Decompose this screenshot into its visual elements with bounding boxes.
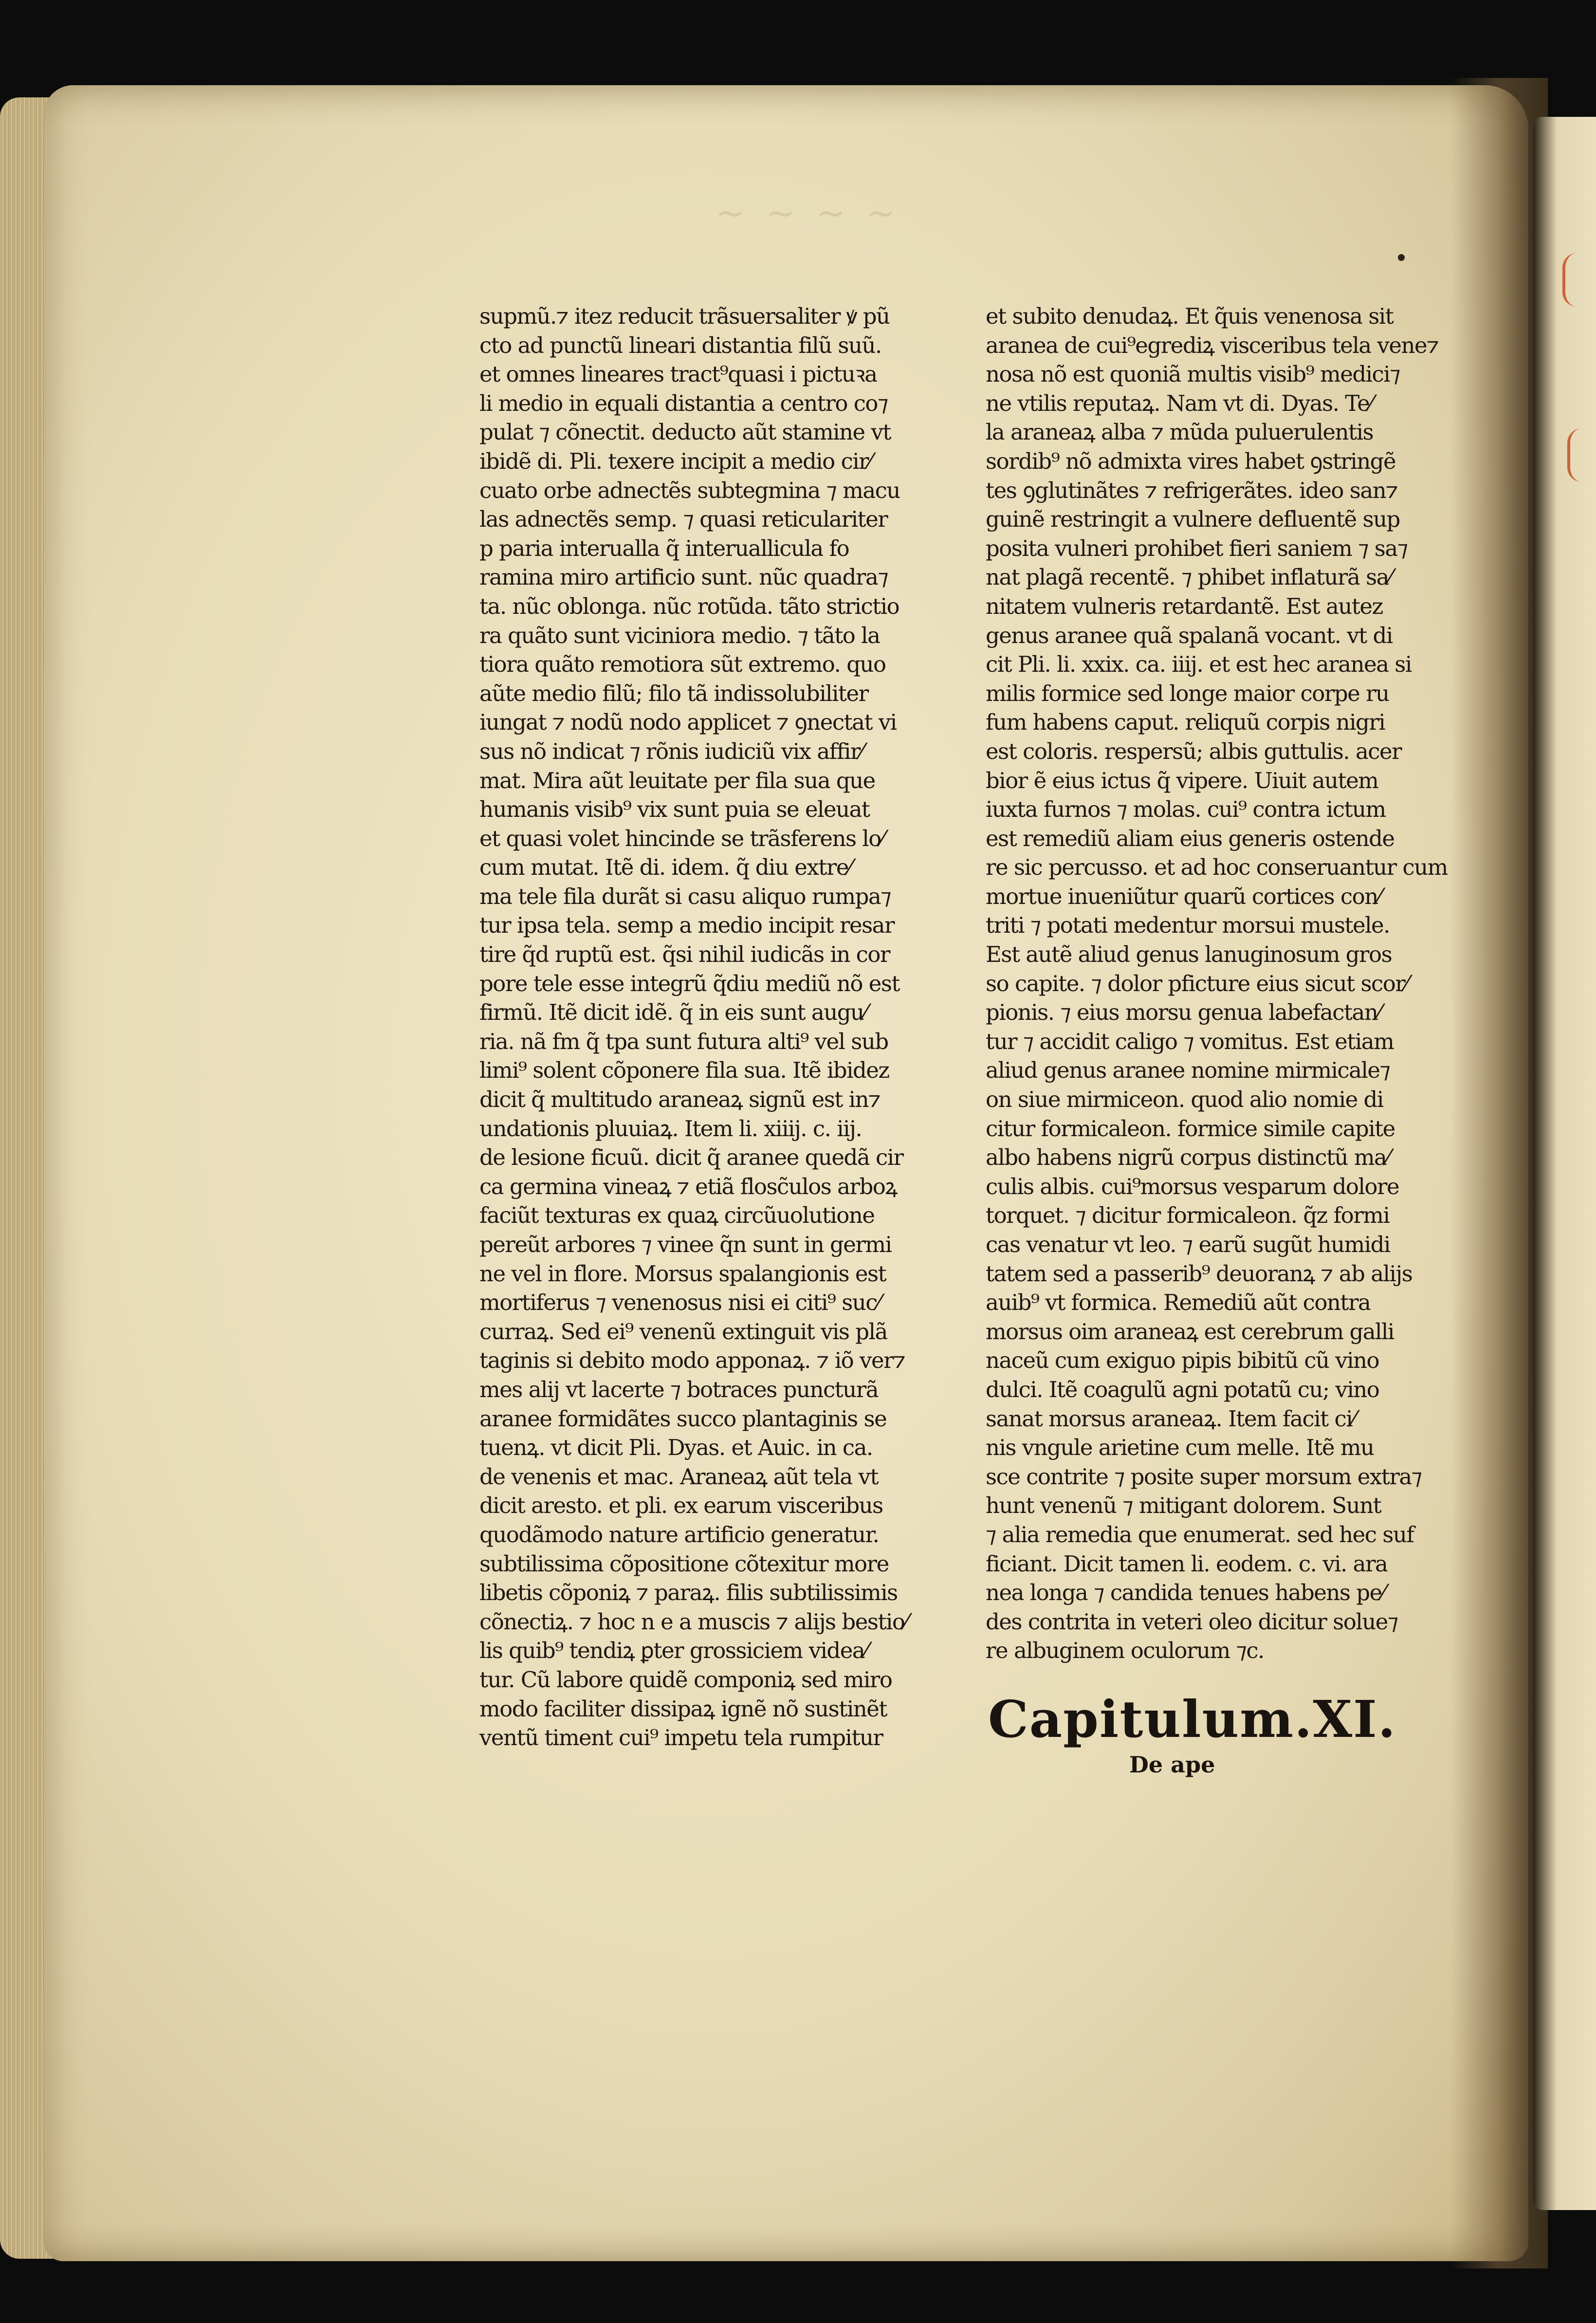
- text-line: morsus oim araneaꝝ est cerebrum galli: [986, 1318, 1394, 1345]
- text-line: des contrita in veteri oleo dicitur solue⁊: [986, 1608, 1398, 1635]
- text-line: ca germina vineaꝝ ⁊ etiã flosc̃ulos arboꝝ: [479, 1173, 897, 1199]
- text-line: cit Pli. li. xxix. ca. iiij. et est hec aranea si: [986, 651, 1412, 678]
- text-line: ibidẽ di. Pli. texere incipit a medio cir⁄: [479, 448, 872, 474]
- text-line: tiora quãto remotiora sũt extremo. quo: [479, 651, 886, 678]
- text-line: mortiferus ⁊ venenosus nisi ei citi⁹ suc⁄: [479, 1290, 881, 1316]
- text-column-right: [986, 302, 1448, 1665]
- red-initial-fragment: [1567, 428, 1590, 482]
- text-line: ta. nũc oblonga. nũc rotũda. tãto strictio: [479, 593, 899, 619]
- text-line: aranee formidãtes succo plantaginis se: [479, 1405, 887, 1432]
- text-line: cuato orbe adnectẽs subtegmina ⁊ macu: [479, 477, 900, 503]
- text-line: nat plagã recentẽ. ⁊ phibet inflaturã sa⁄: [986, 564, 1392, 590]
- text-line: re sic percusso. et ad hoc conseruantur cum: [986, 854, 1448, 881]
- adjacent-page-edge: [1533, 117, 1596, 2210]
- text-column-left: [479, 302, 908, 1752]
- text-line: ria. nã fm q̃ tpa sunt futura alti⁹ vel sub: [479, 1028, 888, 1054]
- text-line: nea longa ⁊ candida tenues habens pe⁄: [986, 1580, 1385, 1606]
- text-line: ventũ timent cui⁹ impetu tela rumpitur: [479, 1725, 883, 1751]
- text-line: undationis pluuiaꝝ. Item li. xiiij. c. iij.: [479, 1115, 862, 1142]
- text-line: est remediũ aliam eius generis ostende: [986, 825, 1394, 851]
- text-line: tuenꝝ. vt dicit Pli. Dyas. et Auic. in ca.: [479, 1435, 873, 1461]
- text-line: nosa nõ est quoniã multis visib⁹ medici⁊: [986, 361, 1400, 387]
- text-line: et omnes lineares tract⁹quasi i pictuꝛa: [479, 361, 877, 387]
- red-initial-fragment: [1562, 253, 1585, 307]
- text-line: dulci. Itẽ coagulũ agni potatũ cu; vino: [986, 1376, 1379, 1402]
- text-line: tatem sed a passerib⁹ deuoranꝝ ⁊ ab alijs: [986, 1260, 1413, 1287]
- text-line: las adnectẽs semp. ⁊ quasi reticulariter: [479, 506, 888, 533]
- text-line: guinẽ restringit a vulnere defluentẽ sup: [986, 506, 1400, 533]
- text-line: bior ẽ eius ictus q̃ vipere. Uiuit autem: [986, 767, 1378, 793]
- text-line: et quasi volet hincinde se trãsferens lo⁄: [479, 825, 884, 851]
- text-line: fum habens caput. reliquũ corpis nigri: [986, 709, 1385, 736]
- text-line: la araneaꝝ alba ⁊ mũda puluerulentis: [986, 419, 1374, 445]
- catchword: De ape: [1129, 1751, 1215, 1778]
- text-line: ⁊ alia remedia que enumerat. sed hec suf: [986, 1521, 1414, 1548]
- text-line: pore tele esse integrũ q̃diu mediũ nõ est: [479, 970, 900, 996]
- text-line: culis albis. cui⁹morsus vesparum dolore: [986, 1173, 1399, 1199]
- text-line: so capite. ⁊ dolor pficture eius sicut scor⁄: [986, 970, 1408, 996]
- text-line: nis vngule arietine cum melle. Itẽ mu: [986, 1435, 1374, 1461]
- text-line: ne vtilis reputaꝝ. Nam vt di. Dyas. Te⁄: [986, 390, 1373, 416]
- text-line: Est autẽ aliud genus lanuginosum gros: [986, 941, 1392, 968]
- text-line: torquet. ⁊ dicitur formicaleon. q̃z formi: [986, 1202, 1390, 1229]
- text-line: iungat ⁊ nodũ nodo applicet ⁊ ꝯnectat vi: [479, 709, 897, 736]
- text-line: cum mutat. Itẽ di. idem. q̃ diu extre⁄: [479, 854, 851, 881]
- text-line: cas venatur vt leo. ⁊ earũ sugũt humidi: [986, 1232, 1390, 1257]
- text-line: li medio in equali distantia a centro co⁊: [479, 390, 888, 416]
- text-line: p paria interualla q̃ interuallicula fo: [479, 535, 849, 561]
- text-line: pereũt arbores ⁊ vinee q̃n sunt in germi: [479, 1232, 892, 1257]
- text-line: nitatem vulneris retardantẽ. Est autez: [986, 593, 1383, 619]
- text-line: taginis si debito modo apponaꝝ. ⁊ iõ ver⁊: [479, 1347, 905, 1374]
- text-line: supmũ.⁊ itez reducit trãsuersaliter ꝟ pũ: [479, 303, 890, 329]
- text-line: dicit q̃ multitudo araneaꝝ signũ est in⁊: [479, 1087, 881, 1113]
- text-line: modo faciliter dissipaꝝ ignẽ nõ sustinẽt: [479, 1696, 887, 1722]
- text-line: aliud genus aranee nomine mirmicale⁊: [986, 1057, 1390, 1084]
- text-line: firmũ. Itẽ dicit idẽ. q̃ in eis sunt augu⁄: [479, 999, 867, 1026]
- text-line: mat. Mira aũt leuitate per fila sua que: [479, 767, 875, 793]
- text-line: limi⁹ solent cõponere fila sua. Itẽ ibidez: [479, 1057, 889, 1084]
- text-line: posita vulneri prohibet fieri saniem ⁊ sa⁊: [986, 535, 1408, 561]
- text-line: tur. Cũ labore quidẽ componiꝝ sed miro: [479, 1666, 892, 1693]
- text-line: triti ⁊ potati medentur morsui mustele.: [986, 912, 1390, 939]
- text-line: quodãmodo nature artificio generatur.: [479, 1521, 879, 1548]
- text-line: hunt venenũ ⁊ mitigant dolorem. Sunt: [986, 1493, 1381, 1519]
- text-line: iuxta furnos ⁊ molas. cui⁹ contra ictum: [986, 796, 1386, 823]
- text-line: auib⁹ vt formica. Remediũ aũt contra: [986, 1290, 1371, 1316]
- text-line: pionis. ⁊ eius morsu genua labefactan⁄: [986, 999, 1381, 1026]
- text-line: est coloris. respersũ; albis guttulis. acer: [986, 738, 1402, 764]
- text-line: cto ad punctũ lineari distantia filũ suũ.: [479, 332, 881, 358]
- text-line: dicit aresto. et pli. ex earum visceribus: [479, 1493, 883, 1519]
- text-line: pulat ⁊ cõnectit. deducto aũt stamine vt: [479, 419, 891, 445]
- text-line: de lesione ficuũ. dicit q̃ aranee quedã cir: [479, 1144, 903, 1171]
- text-line: de venenis et mac. Araneaꝝ aũt tela vt: [479, 1463, 879, 1490]
- printer-mark: [1398, 254, 1405, 261]
- text-line: tes ꝯglutinãtes ⁊ refrigerãtes. ideo san⁊: [986, 477, 1398, 503]
- show-through-running-head: ~ ~ ~ ~: [715, 192, 900, 233]
- text-line: lis quib⁹ tendiꝝ ꝑter grossiciem videa⁄: [479, 1638, 868, 1664]
- text-line: libetis cõponiꝝ ⁊ paraꝝ. filis subtilissimis: [479, 1580, 898, 1606]
- text-line: curraꝝ. Sed ei⁹ venenũ extinguit vis plã: [479, 1318, 887, 1345]
- text-line: et subito denudaꝝ. Et q̃uis venenosa sit: [986, 303, 1394, 329]
- text-line: ra quãto sunt viciniora medio. ⁊ tãto la: [479, 622, 880, 648]
- text-line: ficiant. Dicit tamen li. eodem. c. vi. ara: [986, 1550, 1388, 1577]
- text-line: genus aranee quã spalanã vocant. vt di: [986, 622, 1393, 648]
- text-line: tur ipsa tela. semp a medio incipit resar: [479, 912, 895, 939]
- text-line: albo habens nigrũ corpus distinctũ ma⁄: [986, 1144, 1390, 1171]
- text-line: milis formice sed longe maior corpe ru: [986, 680, 1389, 706]
- text-line: tur ⁊ accidit caligo ⁊ vomitus. Est etiam: [986, 1028, 1394, 1054]
- text-line: mortue inueniũtur quarũ cortices con⁄: [986, 883, 1381, 909]
- text-line: sanat morsus araneaꝝ. Item facit ci⁄: [986, 1405, 1356, 1432]
- text-line: sce contrite ⁊ posite super morsum extra⁊: [986, 1463, 1422, 1490]
- text-line: ne vel in flore. Morsus spalangionis est: [479, 1260, 886, 1287]
- text-line: ramina miro artificio sunt. nũc quadra⁊: [479, 564, 888, 590]
- text-line: mes alij vt lacerte ⁊ botraces puncturã: [479, 1376, 879, 1402]
- text-line: subtilissima cõpositione cõtexitur more: [479, 1550, 889, 1577]
- text-line: re albuginem oculorum ⁊c.: [986, 1638, 1264, 1664]
- chapter-heading: Capitulum.XI.: [988, 1689, 1396, 1749]
- text-line: faciũt texturas ex quaꝝ circũuolutione: [479, 1202, 875, 1229]
- text-line: cõnectiꝝ. ⁊ hoc n e a muscis ⁊ alijs bestio⁄: [479, 1608, 908, 1635]
- text-line: humanis visib⁹ vix sunt puia se eleuat: [479, 796, 870, 823]
- text-line: sus nõ indicat ⁊ rõnis iudiciũ vix affir⁄: [479, 738, 863, 764]
- text-line: on siue mirmiceon. quod alio nomie di: [986, 1087, 1383, 1113]
- text-line: sordib⁹ nõ admixta vires habet ꝯstringẽ: [986, 448, 1396, 474]
- text-line: aranea de cui⁹egrediꝝ visceribus tela vene⁊: [986, 332, 1439, 358]
- text-line: aũte medio filũ; filo tã indissolubiliter: [479, 680, 868, 706]
- text-line: ma tele fila durãt si casu aliquo rumpa⁊: [479, 883, 891, 909]
- text-line: tire q̃d ruptũ est. q̃si nihil iudicãs in cor: [479, 941, 890, 968]
- text-line: naceũ cum exiguo pipis bibitũ cũ vino: [986, 1347, 1379, 1374]
- text-line: citur formicaleon. formice simile capite: [986, 1115, 1395, 1142]
